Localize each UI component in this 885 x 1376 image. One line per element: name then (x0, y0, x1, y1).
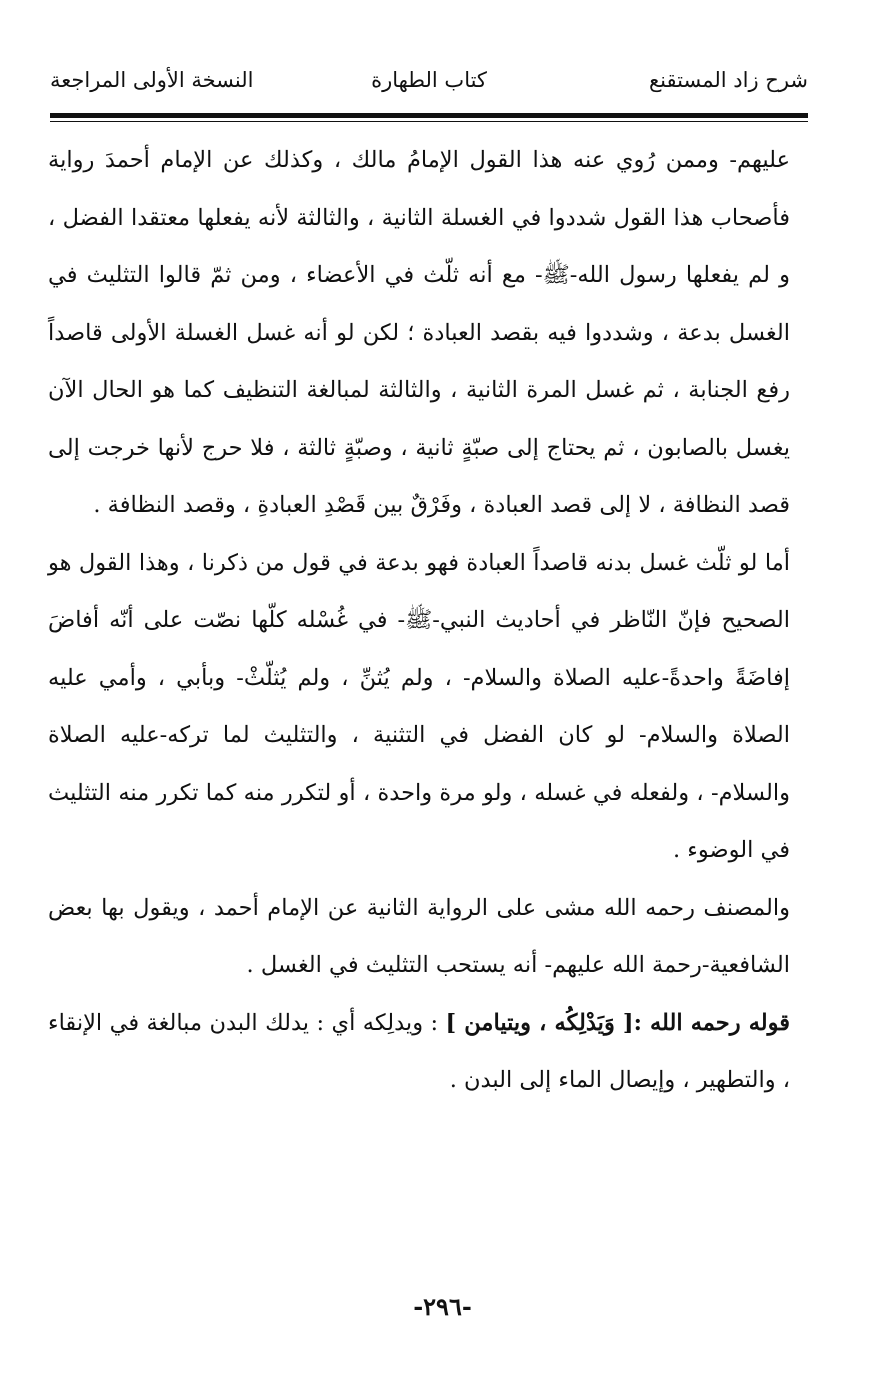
commentary-text: : ويدلِكه أي : يدلك البدن مبالغة في الإنقاء ، والتطهير ، وإيصال الماء إلى البدن . (48, 1009, 790, 1093)
quoted-text-heading: قوله رحمه الله :[ وَيَدْلِكُه ، ويتيامن ] (445, 1009, 790, 1036)
header-rule-thin (50, 121, 808, 122)
header-book-title: شرح زاد المستقنع (649, 68, 808, 92)
page-body (48, 132, 790, 1110)
paragraph-1: عليهم- وممن رُوي عنه هذا القول الإمامُ مالك ، وكذلك عن الإمام أحمدَ رواية فأصحاب هذا القول شددوا في الغسلة الثانية ، والثالثة لأنه يفعلها معتقدا الفضل ، و لم يفعلها رسول الله-ﷺ- مع أنه ثلّث في الأعضاء ، ومن ثمّ قالوا التثليث في الغسل بدعة ، وشددوا فيه بقصد العبادة ؛ لكن لو أنه غسل الغسلة الأولى قاصداً رفع الجنابة ، ثم غسل المرة الثانية ، والثالثة لمبالغة التنظيف كما هو الحال الآن يغسل بالصابون ، ثم يحتاج إلى صبّةٍ ثانية ، وصبّةٍ ثالثة ، فلا حرج لأنها خرجت إلى قصد النظافة ، لا إلى قصد العبادة ، وفَرْقٌ بين قَصْدِ العبادةِ ، وقصد النظافة . (48, 147, 790, 518)
header-edition-note: النسخة الأولى المراجعة (50, 68, 254, 92)
running-header (50, 58, 808, 98)
paragraph-4 (48, 995, 790, 1110)
page-number: -٢٩٦- (413, 1292, 472, 1321)
paragraph-2: أما لو ثلّث غسل بدنه قاصداً العبادة فهو بدعة في قول من ذكرنا ، وهذا القول هو الصحيح فإنّ النّاظر في أحاديث النبي-ﷺ- في غُسْله كلّها نصّت على أنّه أفاضَ إفاضَةً واحدةً-عليه الصلاة والسلام- ، ولم يُثنِّ ، ولم يُثلّثْ- وبأبي ، وأمي عليه الصلاة والسلام- لو كان الفضل في التثنية ، والتثليث لما تركه-عليه الصلاة والسلام- ، ولفعله في غسله ، ولو مرة واحدة ، أو لتكرر منه كما تكرر منه التثليث في الوضوء . (48, 549, 790, 863)
paragraph-3: والمصنف رحمه الله مشى على الرواية الثانية عن الإمام أحمد ، ويقول بها بعض الشافعية-رحمة الله عليهم- أنه يستحب التثليث في الغسل . (48, 894, 790, 978)
header-chapter-title: كتاب الطهارة (371, 68, 487, 92)
header-rule-thick (50, 113, 808, 118)
